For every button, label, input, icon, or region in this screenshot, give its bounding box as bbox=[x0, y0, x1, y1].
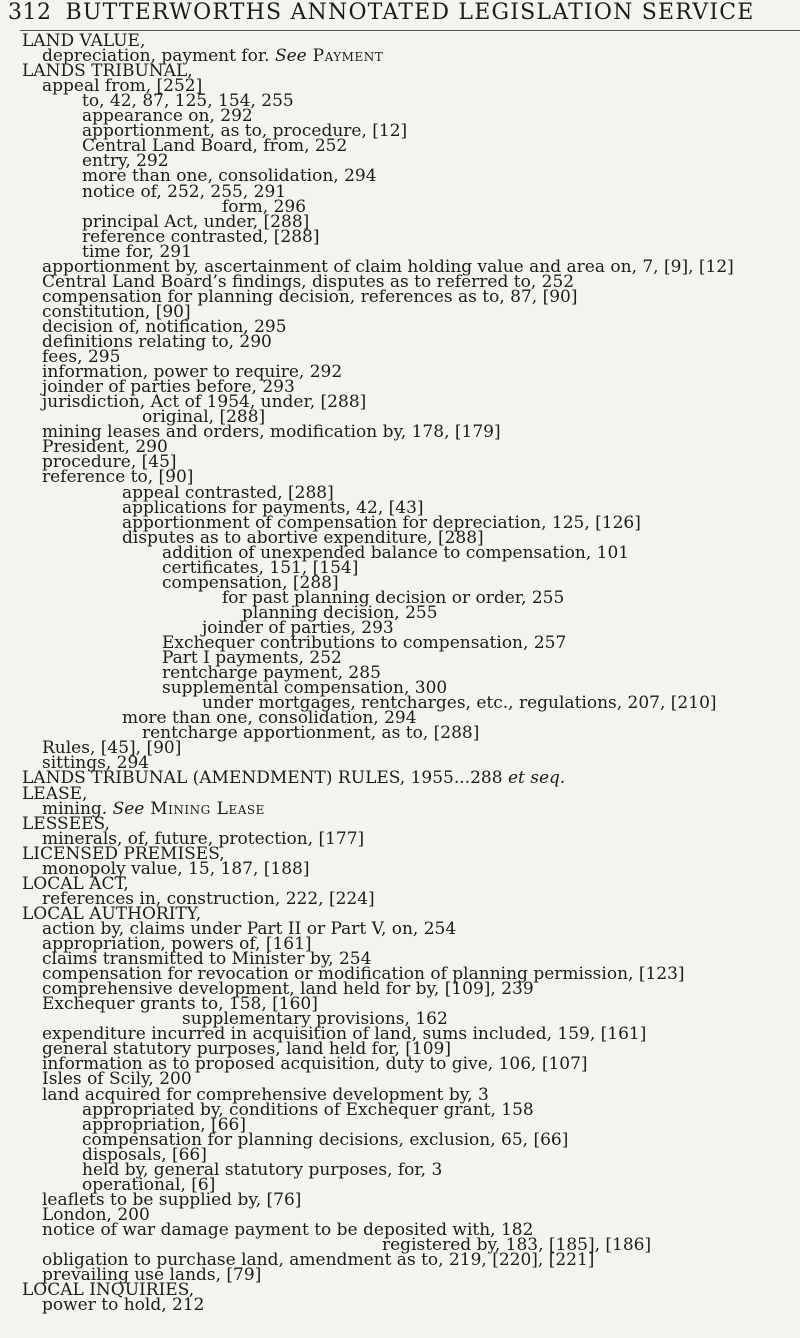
index-text: compensation, [288] bbox=[162, 572, 339, 593]
index-text: compensation for revocation or modification of planning permission, [123] bbox=[42, 964, 685, 985]
index-text: minerals, of, future, protection, [177] bbox=[42, 828, 365, 849]
index-text: Mining Lease bbox=[144, 798, 265, 819]
index-text: notice of war damage payment to be deposited with, 182 bbox=[42, 1219, 534, 1240]
index-text: notice of, 252, 255, 291 bbox=[82, 181, 287, 202]
index-text: joinder of parties before, 293 bbox=[42, 377, 295, 398]
index-text: appearance on, 292 bbox=[82, 106, 253, 127]
index-text: registered by, 183, [185], [186] bbox=[382, 1235, 652, 1255]
index-text: for past planning decision or order, 255 bbox=[222, 587, 565, 608]
index-text: Exchequer contributions to compensation, 257 bbox=[162, 633, 567, 653]
index-text: operational, [6] bbox=[82, 1174, 216, 1195]
index-text: Central Land Board’s findings, disputes as to referred to, 252 bbox=[42, 271, 575, 292]
index-text: London, 200 bbox=[42, 1204, 150, 1225]
index-text: addition of unexpended balance to compensation, 101 bbox=[162, 542, 630, 563]
index-text: Part I payments, 252 bbox=[162, 648, 342, 669]
index-text: more than one, consolidation, 294 bbox=[122, 708, 417, 729]
index-text: leaflets to be supplied by, [76] bbox=[42, 1189, 302, 1210]
running-header bbox=[8, 0, 800, 32]
index-text: to, 42, 87, 125, 154, 255 bbox=[82, 91, 294, 112]
index-text: prevailing use lands, [79] bbox=[42, 1265, 262, 1286]
index-text: compensation for planning decisions, exclusion, 65, [66] bbox=[82, 1129, 569, 1150]
index-text: apportionment, as to, procedure, [12] bbox=[82, 121, 408, 142]
index-text: claims transmitted to Minister by, 254 bbox=[42, 949, 372, 970]
index-text: reference contrasted, [288] bbox=[82, 226, 320, 247]
index-text: mining leases and orders, modification by, 178, [179] bbox=[42, 422, 501, 443]
index-text: Rules, [45], [90] bbox=[42, 738, 182, 759]
index-text: held by, general statutory purposes, for, 3 bbox=[82, 1159, 443, 1180]
index-text: rentcharge payment, 285 bbox=[162, 663, 381, 684]
page-number: 312 bbox=[8, 0, 52, 25]
index-line bbox=[0, 1294, 800, 1316]
index-text: et seq. bbox=[507, 768, 566, 789]
index-text: entry, 292 bbox=[82, 151, 169, 172]
index-text: LEASE, bbox=[22, 783, 88, 804]
index-text: apportionment by, ascertainment of claim holding value and area on, 7, [9], [12] bbox=[42, 256, 734, 277]
index-text: decision of, notification, 295 bbox=[42, 316, 287, 337]
index-text: appropriation, powers of, [161] bbox=[42, 934, 312, 954]
index-text: appeal contrasted, [288] bbox=[122, 482, 334, 503]
index-text: reference to, [90] bbox=[42, 467, 194, 488]
index-text: joinder of parties, 293 bbox=[202, 617, 394, 638]
index-text: time for, 291 bbox=[82, 241, 192, 262]
index-text: sittings, 294 bbox=[42, 753, 150, 774]
index-text: certificates, 151, [154] bbox=[162, 557, 359, 578]
index-text: LOCAL AUTHORITY, bbox=[22, 903, 202, 924]
running-title: BUTTERWORTHS ANNOTATED LEGISLATION SERVICE bbox=[65, 0, 755, 25]
index-text: action by, claims under Part II or Part V, on, 254 bbox=[42, 918, 457, 939]
index-text: LOCAL INQUIRIES, bbox=[22, 1280, 195, 1301]
index-text: monopoly value, 15, 187, [188] bbox=[42, 858, 310, 879]
index-text: land acquired for comprehensive development by, 3 bbox=[42, 1084, 489, 1105]
index-text: principal Act, under, [288] bbox=[82, 211, 310, 232]
index-text: appropriated by, conditions of Exchequer grant, 158 bbox=[82, 1099, 534, 1120]
index-text: more than one, consolidation, 294 bbox=[82, 166, 377, 187]
index-text: LOCAL ACT, bbox=[22, 873, 129, 894]
index-text: disputes as to abortive expenditure, [288] bbox=[122, 527, 484, 548]
index-text: mining. bbox=[42, 798, 113, 819]
index-text: supplementary provisions, 162 bbox=[182, 1009, 448, 1030]
index-text: applications for payments, 42, [43] bbox=[122, 497, 424, 518]
index-text: information, power to require, 292 bbox=[42, 362, 343, 383]
index-text: LESSEES, bbox=[22, 813, 110, 834]
index-text: general statutory purposes, land held for, [109] bbox=[42, 1039, 451, 1060]
index-text: comprehensive development, land held for by, [109], 239 bbox=[42, 979, 534, 1000]
index-text: depreciation, payment for. bbox=[42, 46, 275, 67]
index-text: LANDS TRIBUNAL (AMENDMENT) RULES, 1955...288 bbox=[22, 768, 508, 789]
index-text: original, [288] bbox=[142, 407, 266, 428]
index-text: expenditure incurred in acquisition of land, sums included, 159, [161] bbox=[42, 1024, 647, 1045]
index-text: definitions relating to, 290 bbox=[42, 332, 272, 352]
index-text: LAND VALUE, bbox=[22, 31, 146, 51]
index-text: references in, construction, 222, [224] bbox=[42, 888, 375, 909]
index-text: constitution, [90] bbox=[42, 301, 191, 322]
index-text: LICENSED PREMISES, bbox=[22, 843, 225, 864]
index-text: fees, 295 bbox=[42, 347, 121, 368]
index-text: President, 290 bbox=[42, 437, 168, 458]
index-text: LANDS TRIBUNAL, bbox=[22, 61, 193, 82]
index-text: apportionment of compensation for depreciation, 125, [126] bbox=[122, 512, 641, 533]
index-text: appropriation, [66] bbox=[82, 1114, 246, 1135]
index-text: obligation to purchase land, amendment as to, 219, [220], [221] bbox=[42, 1250, 595, 1271]
index-text: information as to proposed acquisition, duty to give, 106, [107] bbox=[42, 1054, 588, 1075]
index-text: Payment bbox=[306, 46, 384, 67]
index-text: Isles of Scily, 200 bbox=[42, 1069, 192, 1090]
index-text: jurisdiction, Act of 1954, under, [288] bbox=[42, 392, 367, 413]
index-text: under mortgages, rentcharges, etc., regulations, 207, [210] bbox=[202, 693, 717, 714]
index-text: planning decision, 255 bbox=[242, 602, 438, 623]
index-text: See bbox=[112, 798, 145, 819]
index-text: Central Land Board, from, 252 bbox=[82, 136, 348, 157]
index-text: power to hold, 212 bbox=[42, 1295, 205, 1316]
index-text: rentcharge apportionment, as to, [288] bbox=[142, 723, 480, 744]
index-text: procedure, [45] bbox=[42, 452, 177, 473]
index-text: form, 296 bbox=[222, 196, 307, 217]
index-text: supplemental compensation, 300 bbox=[162, 678, 448, 699]
index-text: compensation for planning decision, references as to, 87, [90] bbox=[42, 286, 578, 307]
index-text: See bbox=[274, 46, 307, 67]
index-text: appeal from, [252] bbox=[42, 76, 203, 97]
index-text: Exchequer grants to, 158, [160] bbox=[42, 994, 318, 1015]
index-text: disposals, [66] bbox=[82, 1144, 207, 1165]
